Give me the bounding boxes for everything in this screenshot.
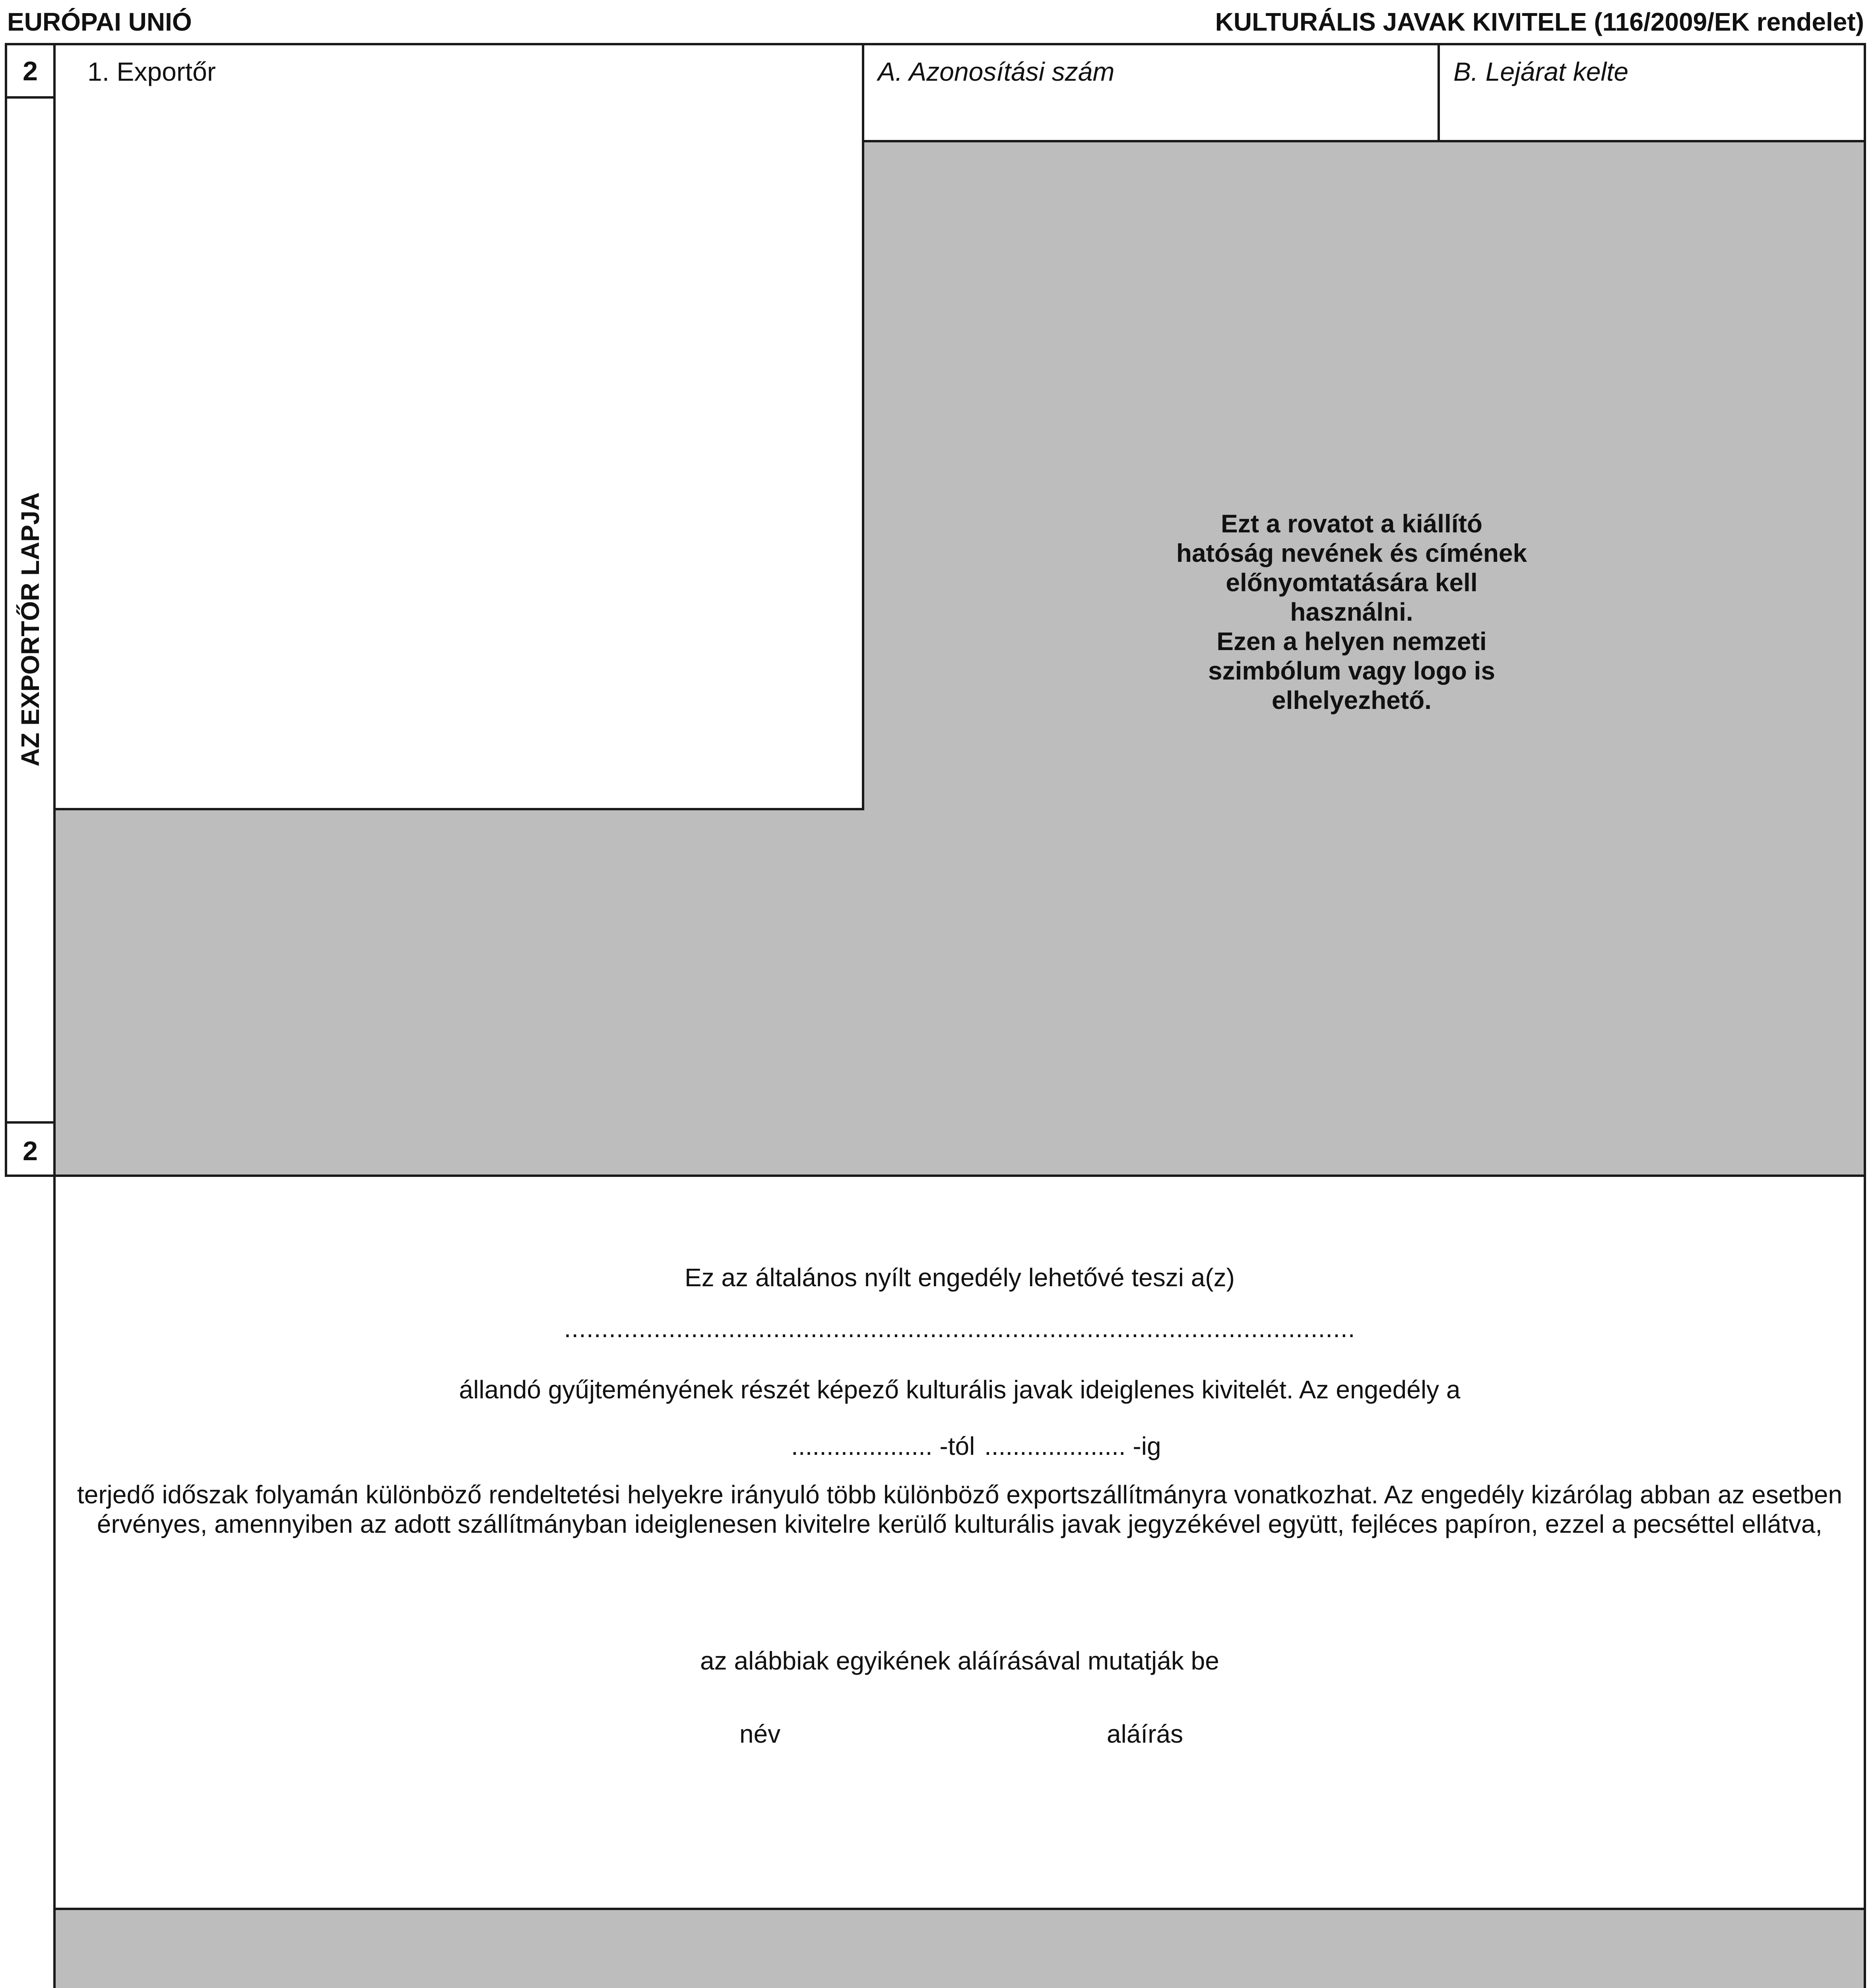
header-left: EURÓPAI UNIÓ (7, 8, 192, 36)
authority-note-line: elhelyezhető. (1272, 686, 1432, 714)
licence-dotted-line[interactable]: .......................................................................................................... (564, 1314, 1356, 1343)
licence-line-2: állandó gyűjteményének részét képező kulturális javak ideiglenes kivitelét. Az engedély a (459, 1375, 1461, 1404)
authority-box-note (1073, 509, 1630, 715)
licence-paragraph-line-2: érvényes, amennyiben az adott szállítmányban ideiglenesen kivitelre kerülő kulturális javak jegyzékével együtt, fejléces papíron, ezzel a pecséttel ellátva, (97, 1510, 1823, 1538)
licence-name-label: név (739, 1720, 781, 1748)
header-right: KULTURÁLIS JAVAK KIVITELE (116/2009/EK rendelet) (1215, 8, 1864, 36)
lower-gray-area (53, 1908, 1866, 1988)
licence-paragraph-line-1: terjedő időszak folyamán különböző rendeltetési helyekre irányuló több különböző exportszállítmányra vonatkozhat. Az engedély kizárólag abban az esetben (77, 1480, 1843, 1509)
licence-period-to[interactable]: .................... -ig (984, 1432, 1161, 1460)
licence-signature-label: aláírás (1107, 1720, 1183, 1748)
licence-signature-line: az alábbiak egyikének aláírásával mutatják be (700, 1646, 1219, 1675)
side-number-bottom-box (5, 1121, 56, 1177)
licence-box (53, 1175, 1866, 1910)
side-vertical-label: AZ EXPORTŐR LAPJA (16, 492, 45, 767)
authority-note-line: hatóság nevének és címének (1176, 539, 1527, 567)
authority-note-line: Ezen a helyen nemzeti (1216, 627, 1487, 656)
identification-number-label: A. Azonosítási szám (878, 57, 1115, 86)
identification-number-field[interactable] (862, 43, 1440, 142)
side-label-box (5, 96, 56, 1124)
authority-note-line: előnyomtatására kell (1226, 568, 1478, 597)
side-number-top-box (5, 43, 56, 99)
authority-note-line: Ezt a rovatot a kiállító (1221, 509, 1482, 538)
exporter-field[interactable] (53, 43, 864, 810)
expiry-date-field[interactable] (1438, 43, 1866, 142)
side-number-bottom: 2 (23, 1136, 38, 1166)
expiry-date-label: B. Lejárat kelte (1453, 57, 1629, 86)
side-number-top: 2 (23, 56, 38, 86)
licence-line-1: Ez az általános nyílt engedély lehetővé teszi a(z) (685, 1263, 1235, 1292)
authority-note-line: szimbólum vagy logo is (1208, 656, 1495, 685)
authority-note-line: használni. (1290, 598, 1413, 626)
exporter-label: 1. Exportőr (87, 57, 216, 86)
licence-period-from[interactable]: .................... -tól (791, 1432, 975, 1460)
